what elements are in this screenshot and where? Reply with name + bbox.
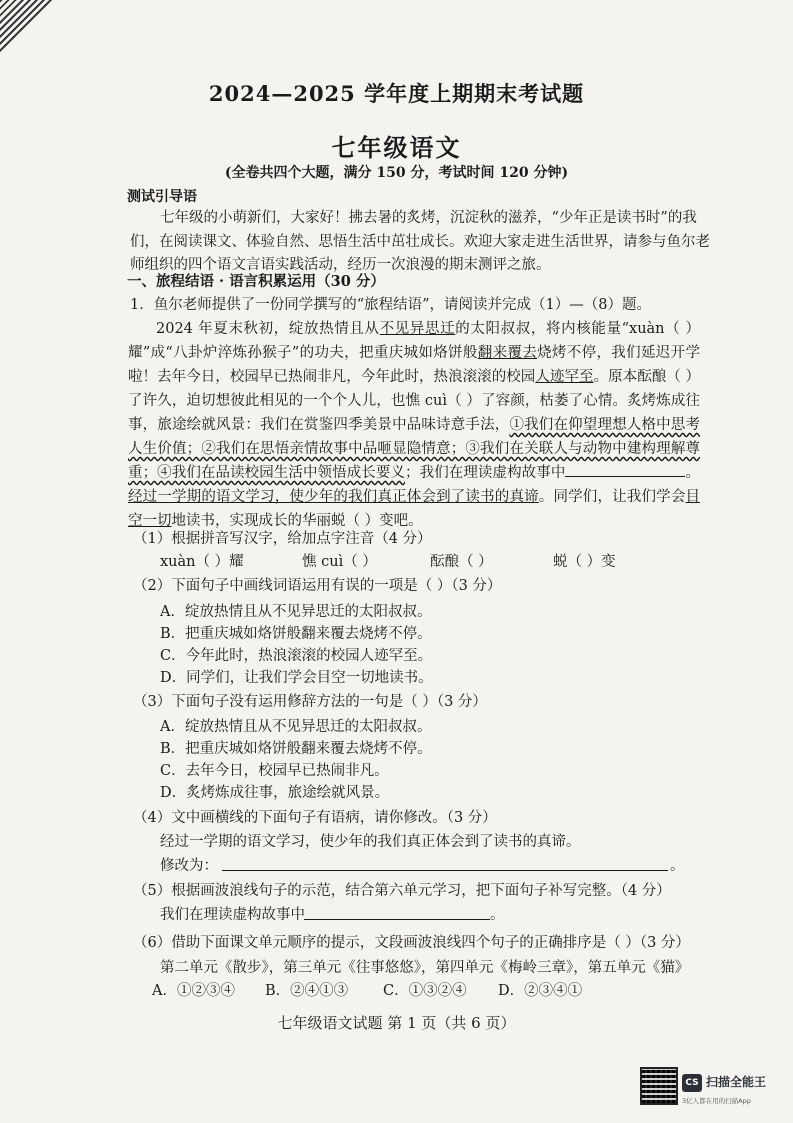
q4-answer-line[interactable] [222,870,668,871]
q2-option-c: C．今年此时，热浪滚滚的校园人迹罕至。 [160,648,433,664]
passage-s2: 的太阳叔叔，将内核能量“xuàn（ ）耀”成“八卦炉淬炼孙猴子”的功夫，把重庆城如烙饼般 [128,321,700,361]
q6-hint: 第二单元《散步》，第三单元《往事悠悠》，第四单元《梅岭三章》，第五单元《猫》 [160,960,690,976]
guide-text: 七年级的小萌新们，大家好！拂去暑的炙烤，沉淀秋的滋养，“少年正是读书时”的我们，在阅读课文、体验自然、思悟生活中茁壮成长。欢迎大家走进生活世界，请参与鱼尔老师组织的四个语文言语实践活动，经历一次浪漫的期末测评之旅。 [130,210,710,273]
camscanner-logo-icon: CS [682,1074,702,1092]
passage-s7: 地读书，实现成长的华丽蜕（ ）变吧。 [171,513,423,529]
q6-option-a: A．①②③④ [152,983,235,999]
question-1: （1）根据拼音写汉字，给加点字注音（4 分） [133,531,432,547]
passage-s3: 烧烤不停，我们延迟开学啦！去年今日，校园早已热闹非凡，今年此时，热浪滚滚的校园 [128,345,700,385]
passage-s1: 2024 年夏末秋初，绽放热情且从 [156,321,380,337]
question-4: （4）文中画横线的下面句子有语病，请你修改。（3 分） [133,810,497,826]
q1-item-3: 酝酿（ ） [430,554,493,570]
q4-sentence: 经过一学期的语文学习，使少年的我们真正体会到了读书的真谛。 [160,834,581,850]
section1-heading: 一、旅程结语 · 语言积累运用（30 分） [127,273,385,290]
passage-s4: 。原本酝酿（ ）了许久，迫切想彼此相见的一个个人儿，也憔 cuì（ ）了容颜，枯萎了心情。炙烤炼成往事，旅途绘就风景：我们在赏鉴四季美景中品味诗意手法， [128,369,701,433]
camscanner-tagline: 3亿人都在用的扫描App [682,1097,751,1105]
q3-option-d: D．炙烤炼成往事，旅途绘就风景。 [160,785,390,801]
q6-option-b: B．②④①③ [265,983,349,999]
passage-underlined-2: 翻来覆去 [477,345,538,361]
q6-option-c: C．①③②④ [383,983,467,999]
passage-s5b: 。 [685,465,701,481]
q2-option-a: A．绽放热情且从不见异思迁的太阳叔叔。 [160,604,432,620]
q5-prefix: 我们在理读虚构故事中 [160,907,305,923]
q6-option-d: D．②③④① [498,983,583,999]
exam-note: (全卷共四个大题，满分 150 分，考试时间 120 分钟) [224,165,569,181]
binding-corner-mark [0,0,56,56]
passage-underlined-1: 不见异思迁 [379,321,456,337]
qr-code-icon [640,1067,678,1105]
subject-title: 七年级语文 [331,133,462,162]
passage-underlined-sick-sentence: 经过一学期的语文学习，使少年的我们真正体会到了读书的真谛 [128,489,539,505]
reading-passage [128,317,700,533]
passage-underlined-3: 人迹罕至 [535,369,594,385]
passage-blank [565,476,685,477]
q1-item-1: xuàn（ ）耀 [160,554,244,570]
q1-intro: 1．鱼尔老师提供了一份同学撰写的“旅程结语”，请阅读并完成（1）—（8）题。 [130,297,651,313]
guide-heading: 测试引导语 [127,189,197,205]
q2-option-b: B．把重庆城如烙饼般翻来覆去烧烤不停。 [160,626,432,642]
q5-answer-line[interactable] [304,919,490,920]
passage-wavy-sentences: ①我们在仰望理想人格中思考人生价值；②我们在思悟亲情故事中品咂显隐情意；③我们在关联人与动物中建构理解尊重；④我们在品读校园生活中领悟成长要义 [128,417,701,481]
q5-suffix: 。 [490,907,505,923]
q4-answer-label: 修改为： [160,858,218,874]
question-3: （3）下面句子没有运用修辞方法的一句是（ ）（3 分） [133,694,487,710]
q1-item-2: 憔 cuì（ ） [302,554,377,570]
question-5: （5）根据画波浪线句子的示范，结合第六单元学习，把下面句子补写完整。（4 分） [133,883,671,899]
q1-item-4: 蜕（ ）变 [553,554,616,570]
question-6: （6）借助下面课文单元顺序的提示，文段画波浪线四个句子的正确排序是（ ）（3 分） [133,935,690,951]
passage-s6: 。同学们，让我们学会 [538,489,686,505]
camscanner-name: 扫描全能王 [706,1075,767,1089]
passage-s5: ；我们在理读虚构故事中 [405,465,566,481]
question-2: （2）下面句子中画线词语运用有误的一项是（ ）（3 分） [133,578,502,594]
exam-title: 2024—2025 学年度上期期末考试题 [208,81,585,106]
page-footer: 七年级语文试题 第 1 页（共 6 页） [277,1014,516,1032]
passage-underlined-4: 目空一切 [128,489,701,529]
q3-option-c: C．去年今日，校园早已热闹非凡。 [160,763,389,779]
q3-option-a: A．绽放热情且从不见异思迁的太阳叔叔。 [160,719,432,735]
q4-period: 。 [670,858,685,874]
q2-option-d: D．同学们，让我们学会目空一切地读书。 [160,670,433,686]
q3-option-b: B．把重庆城如烙饼般翻来覆去烧烤不停。 [160,741,432,757]
